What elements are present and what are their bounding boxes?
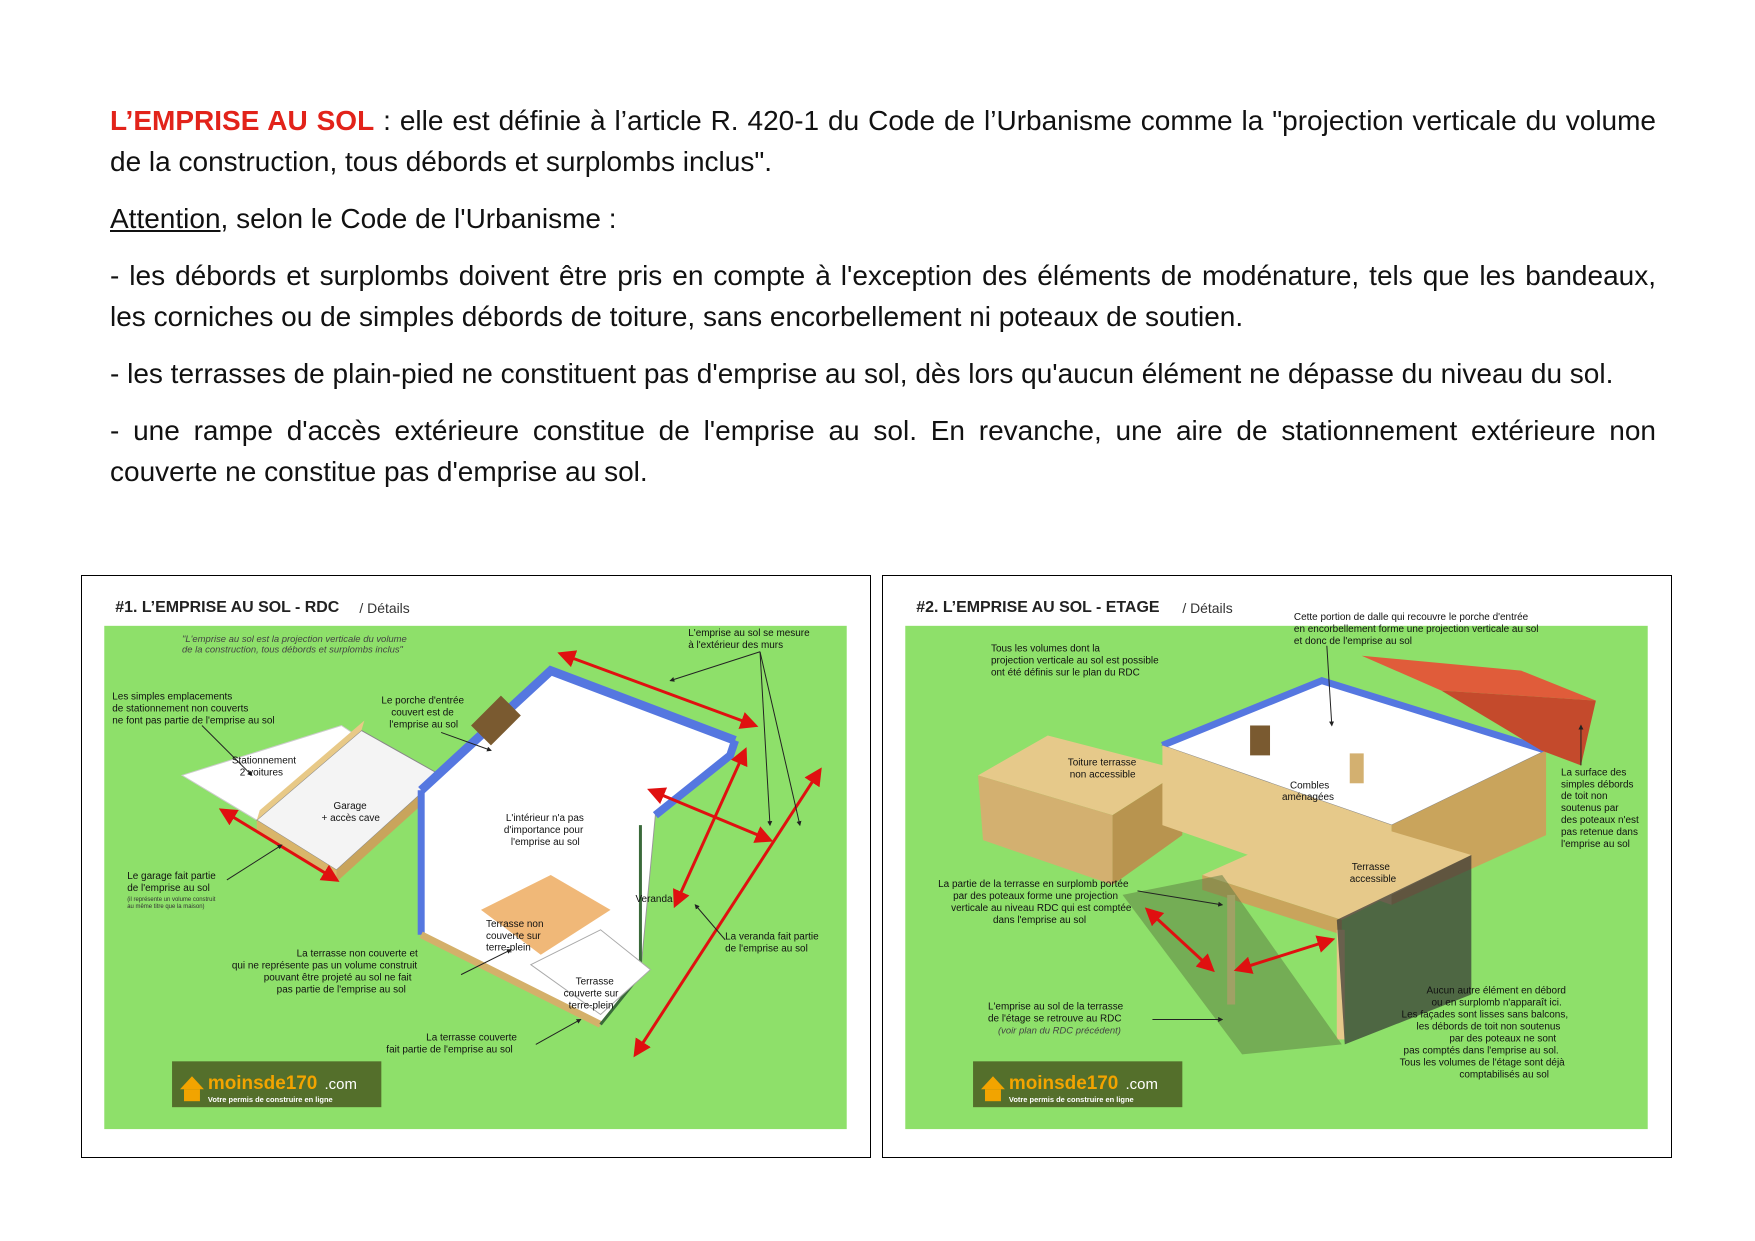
figure-etage-subtitle: / Détails <box>1182 599 1233 616</box>
paragraph-rampe: - une rampe d'accès extérieure constitue de l'emprise au sol. En revanche, une aire de stationnement extérieure non couverte ne constitue pas d'emprise au sol. <box>110 415 1656 487</box>
interior-note-3: l'emprise au sol <box>510 837 580 849</box>
logo-name: moinsde170 <box>207 1073 318 1095</box>
logo-tagline: Votre permis de construire en ligne <box>1008 1095 1134 1105</box>
terrace-accessible-2: accessible <box>1349 873 1397 885</box>
figure-rdc-subtitle: / Détails <box>359 599 410 616</box>
bottom-note-1: Aucun autre élément en débord <box>1426 985 1566 997</box>
parking-note-2: de stationnement non couverts <box>112 703 249 715</box>
paragraph-terrasses: - les terrasses de plain-pied ne constituent pas d'emprise au sol, dès lors qu'aucun élément ne dépasse du niveau du sol. <box>110 358 1614 389</box>
terrace-uncovered-1: Terrasse non <box>485 918 544 930</box>
moinsde170-logo <box>973 1061 1182 1107</box>
floor-terrace-3: (voir plan du RDC précédent) <box>997 1025 1121 1037</box>
rdc-quote-2: de la construction, tous débords et surplombs inclus" <box>182 644 403 656</box>
roof-note-1: La surface des <box>1561 767 1627 779</box>
bottom-note-7: Tous les volumes de l'étage sont déjà <box>1399 1057 1565 1069</box>
terrace-covered-1: Terrasse <box>575 976 614 988</box>
terrace-accessible-1: Terrasse <box>1351 861 1390 873</box>
figure-etage-title: #2. L’EMPRISE AU SOL - ETAGE <box>916 598 1160 616</box>
cantilever-note-3: verticale au niveau RDC qui est comptée <box>951 902 1132 914</box>
garage-small-1: (il représente un volume construit <box>127 896 216 903</box>
text-block <box>110 100 1656 508</box>
terrace-uncovered-3: terre-plein <box>485 942 531 954</box>
terrace-note-3: pouvant être projeté au sol ne fait <box>263 972 412 984</box>
garage-small-2: au même titre que la maison) <box>127 903 205 910</box>
attention-text: , selon le Code de l'Urbanisme : <box>220 203 617 234</box>
roof-note-3: de toit non <box>1561 791 1608 803</box>
bottom-note-8: comptabilisés au sol <box>1459 1069 1549 1081</box>
roof-note-6: pas retenue dans <box>1561 827 1638 839</box>
figure-etage-illustration <box>883 576 1671 1157</box>
porch-note-1: Le porche d'entrée <box>381 695 465 707</box>
outside-walls-note-1: L'emprise au sol se mesure <box>688 627 810 639</box>
figure-etage <box>882 575 1672 1158</box>
veranda-note-2: de l'emprise au sol <box>725 943 808 955</box>
paragraph-definition <box>110 100 1656 182</box>
roof-note-5: des poteaux n'est <box>1561 815 1639 827</box>
bottom-note-3: Les façades sont lisses sans balcons, <box>1401 1009 1569 1021</box>
parking-note-3: ne font pas partie de l'emprise au sol <box>112 715 275 727</box>
figure-rdc-title: #1. L’EMPRISE AU SOL - RDC <box>115 598 340 616</box>
parking-label-1: Stationnement <box>231 755 297 767</box>
attic-2: aménagées <box>1281 792 1335 804</box>
volumes-note-2: projection verticale au sol est possible <box>990 655 1159 667</box>
roof-terrace-2: non accessible <box>1069 769 1136 781</box>
term-attention: Attention <box>110 203 221 234</box>
paragraph-attention <box>110 198 1656 239</box>
floor-terrace-2: de l'étage se retrouve au RDC <box>987 1013 1122 1025</box>
terrace-note-4: pas partie de l'emprise au sol <box>276 984 406 996</box>
figure-rdc-illustration <box>82 576 870 1157</box>
cantilever-note-2: par des poteaux forme une projection <box>953 890 1119 902</box>
parking-note-1: Les simples emplacements <box>112 691 233 703</box>
terrace-covered-2: couverte sur <box>563 988 619 1000</box>
terrace-cov-note-1: La terrasse couverte <box>426 1032 517 1044</box>
interior-note-1: L'intérieur n'a pas <box>505 813 584 825</box>
garage-label-1: Garage <box>333 801 367 813</box>
logo-domain: .com <box>1125 1076 1158 1094</box>
roof-note-7: l'emprise au sol <box>1561 839 1630 851</box>
outside-walls-note-2: à l'extérieur des murs <box>688 639 784 651</box>
roof-terrace-1: Toiture terrasse <box>1067 757 1137 769</box>
interior-note-2: d'importance pour <box>503 825 584 837</box>
volumes-note-1: Tous les volumes dont la <box>990 643 1100 655</box>
porch-note-3: l'emprise au sol <box>389 719 459 731</box>
terrace-uncovered-2: couverte sur <box>485 930 541 942</box>
logo-domain: .com <box>324 1076 357 1094</box>
parking-label-2: 2 voitures <box>239 767 283 779</box>
veranda-label: Veranda <box>635 893 673 905</box>
garage-note-1: Le garage fait partie <box>127 870 216 882</box>
roof-note-4: soutenus par <box>1561 803 1619 815</box>
moinsde170-logo <box>172 1061 381 1107</box>
terrace-note-1: La terrasse non couverte et <box>296 948 418 960</box>
cantilever-note-4: dans l'emprise au sol <box>992 914 1087 926</box>
bottom-note-4: les débords de toit non soutenus <box>1416 1021 1561 1033</box>
bottom-note-6: pas comptés dans l'emprise au sol. <box>1403 1045 1559 1057</box>
figure-rdc <box>81 575 871 1158</box>
paragraph-debords: - les débords et surplombs doivent être pris en compte à l'exception des éléments de modénature, tels que les bandeaux, les corniches ou de simples débords de toiture, sans encorbellement ni poteaux de soutien. <box>110 260 1656 332</box>
floor-terrace-1: L'emprise au sol de la terrasse <box>987 1001 1124 1013</box>
porch-note-2: couvert est de <box>391 707 454 719</box>
terrace-note-2: qui ne représente pas un volume construit <box>231 960 418 972</box>
veranda-note-1: La veranda fait partie <box>725 931 819 943</box>
rdc-quote-1: "L'emprise au sol est la projection verticale du volume <box>182 633 407 645</box>
terrace-cov-note-2: fait partie de l'emprise au sol <box>386 1044 513 1056</box>
bottom-note-5: par des poteaux ne sont <box>1449 1033 1557 1045</box>
garage-label-2: + accès cave <box>321 813 380 825</box>
definition-text: : elle est définie à l’article R. 420-1 du Code de l’Urbanisme comme la "projection verticale du volume de la construction, tous débords et surplombs inclus". <box>110 105 1657 177</box>
term-emprise-au-sol: L’EMPRISE AU SOL <box>110 105 375 136</box>
bottom-note-2: ou en surplomb n'apparaît ici. <box>1431 997 1562 1009</box>
top-note-3: et donc de l'emprise au sol <box>1293 635 1413 647</box>
roof-note-2: simples débords <box>1561 779 1634 791</box>
logo-tagline: Votre permis de construire en ligne <box>207 1095 333 1105</box>
terrace-covered-3: terre-plein <box>568 1000 614 1012</box>
top-note-1: Cette portion de dalle qui recouvre le porche d'entrée <box>1293 611 1529 623</box>
cantilever-note-1: La partie de la terrasse en surplomb portée <box>938 878 1129 890</box>
volumes-note-3: ont été définis sur le plan du RDC <box>990 667 1140 679</box>
logo-name: moinsde170 <box>1008 1073 1119 1095</box>
attic-1: Combles <box>1289 780 1330 792</box>
garage-note-2: de l'emprise au sol <box>127 882 210 894</box>
top-note-2: en encorbellement forme une projection verticale au sol <box>1293 623 1539 635</box>
